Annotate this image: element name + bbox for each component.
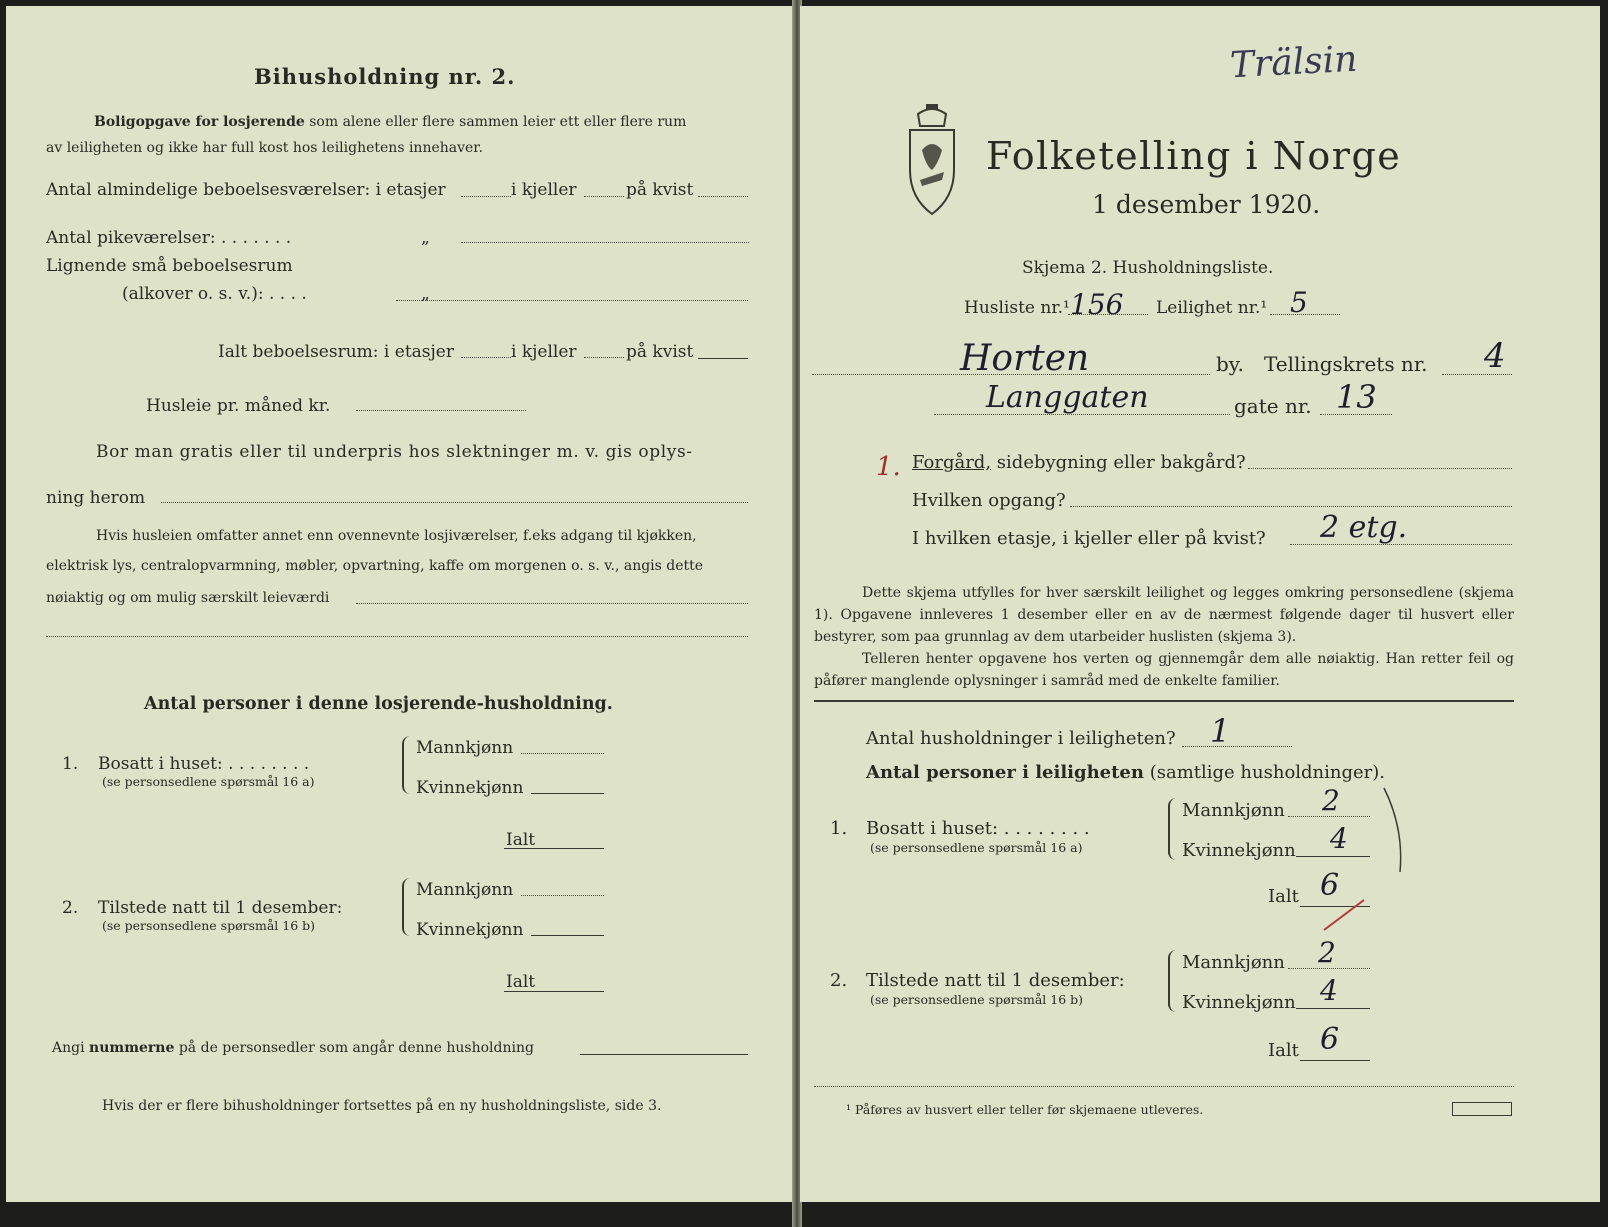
bor-gratis-line-1: Bor man gratis eller til underpris hos slektninger m. v. gis oplys-	[96, 442, 693, 462]
intro-rest: som alene eller flere sammen leier ett eller flere rum	[309, 114, 687, 130]
ialt-beboelsesrum-label: Ialt beboelsesrum: i etasjer	[218, 342, 454, 362]
q1-kvinne-field[interactable]	[531, 793, 604, 794]
antal-husholdninger-label: Antal husholdninger i leiligheten?	[866, 728, 1176, 749]
ialt-kjeller-label: i kjeller	[511, 342, 577, 362]
q1-ialt-field[interactable]	[504, 848, 604, 849]
antal-personer-line	[866, 762, 1385, 784]
r-q2-number: 2.	[830, 970, 848, 991]
alkover-field[interactable]	[396, 300, 748, 301]
antal-personer-rest: (samtlige husholdninger).	[1149, 762, 1386, 783]
r-q1-red-check	[1320, 896, 1370, 936]
q2-ialt-field[interactable]	[504, 991, 604, 992]
intro-line-1	[94, 114, 686, 131]
angi-post: på de personsedler som angår denne husholdning	[178, 1040, 534, 1056]
r-q1-check-mark	[1380, 786, 1410, 876]
losjerende-section-title: Antal personer i denne losjerende-husholdning.	[144, 694, 613, 714]
pikevaerelser-field[interactable]	[461, 242, 749, 243]
form-date: 1 desember 1920.	[1092, 190, 1321, 219]
top-handwritten-note: Trälsin	[1229, 38, 1359, 87]
r-q2-kvinne-field[interactable]	[1296, 1008, 1370, 1009]
form-main-title: Folketelling i Norge	[986, 134, 1402, 178]
q2-label: Tilstede natt til 1 desember:	[98, 898, 343, 918]
r-q2-kvinne-label: Kvinnekjønn	[1182, 992, 1296, 1013]
intro-bold: Boligopgave for losjerende	[94, 114, 305, 130]
instructions-paragraph-2: Telleren henter opgavene hos verten og gjennemgår dem alle nøiaktig. Han retter feil og påfører manglende oplysninger i samråd med de enkelte familier.	[814, 651, 1514, 689]
r-q1-brace	[1168, 798, 1176, 860]
gate-nr-label: gate nr.	[1234, 394, 1312, 418]
q2-ialt-label: Ialt	[506, 972, 536, 992]
hvis-line-2: elektrisk lys, centralopvarmning, møbler, opvartning, kaffe om morgenen o. s. v., angis dette	[46, 558, 704, 574]
forgard-rest: sidebygning eller bakgård?	[996, 452, 1246, 473]
husliste-label: Husliste nr.¹	[964, 298, 1070, 318]
forgard-line	[912, 452, 1246, 474]
gate-nr-field[interactable]	[1320, 414, 1392, 415]
q1-kvinne-label: Kvinnekjønn	[416, 778, 524, 798]
r-q2-sub: (se personsedlene spørsmål 16 b)	[870, 992, 1084, 1007]
leievaerdi-field-2[interactable]	[46, 636, 748, 637]
kvist-label: på kvist	[626, 180, 694, 200]
row3-ditto: „	[421, 284, 430, 304]
r-q2-ialt-value: 6	[1320, 1022, 1340, 1057]
right-page	[800, 6, 1600, 1202]
r-q2-ialt-label: Ialt	[1268, 1040, 1299, 1061]
tellingskrets-label: Tellingskrets nr.	[1264, 352, 1428, 376]
q1-mann-label: Mannkjønn	[416, 738, 514, 758]
etasjer-field[interactable]	[461, 196, 511, 197]
opgang-label: Hvilken opgang?	[912, 490, 1066, 511]
leievaerdi-field[interactable]	[356, 603, 748, 604]
q2-brace	[402, 878, 410, 936]
r-q2-brace	[1168, 950, 1176, 1012]
ialt-kjeller-field[interactable]	[584, 357, 624, 358]
opgang-field[interactable]	[1070, 506, 1512, 507]
ialt-etasjer-field[interactable]	[461, 357, 511, 358]
footer-note: Hvis der er flere bihusholdninger fortsettes på en ny husholdningsliste, side 3.	[102, 1098, 662, 1114]
q1-ialt-label: Ialt	[506, 830, 536, 850]
q1-mann-field[interactable]	[521, 753, 604, 754]
q1-number: 1.	[62, 754, 79, 774]
r-q1-mann-label: Mannkjønn	[1182, 800, 1285, 821]
gate-value: Langgaten	[986, 380, 1149, 415]
husleie-field[interactable]	[356, 410, 526, 411]
r-q1-kvinne-value: 4	[1330, 822, 1348, 855]
by-value: Horten	[960, 338, 1090, 379]
leilighet-label: Leilighet nr.¹	[1156, 298, 1268, 318]
oplysning-field[interactable]	[161, 502, 748, 503]
r-q2-mann-value: 2	[1318, 936, 1336, 969]
printer-stamp	[1452, 1102, 1512, 1116]
tellingskrets-value: 4	[1484, 336, 1506, 376]
etasje-value: 2 etg.	[1320, 510, 1408, 545]
leilighet-field[interactable]	[1270, 314, 1340, 315]
leilighet-value: 5	[1290, 286, 1308, 319]
r-q1-kvinne-field[interactable]	[1296, 856, 1370, 857]
etasje-label: I hvilken etasje, i kjeller eller på kvist?	[912, 528, 1266, 549]
q2-number: 2.	[62, 898, 79, 918]
antal-husholdninger-field[interactable]	[1182, 746, 1292, 747]
r-q1-ialt-value: 6	[1320, 868, 1340, 903]
angi-line	[52, 1040, 534, 1057]
intro-line-2: av leiligheten og ikke har full kost hos leilighetens innehaver.	[46, 140, 483, 156]
r-q2-ialt-field[interactable]	[1300, 1060, 1370, 1061]
instructions-divider	[814, 700, 1514, 702]
q2-mann-label: Mannkjønn	[416, 880, 514, 900]
q2-sub: (se personsedlene spørsmål 16 b)	[102, 918, 316, 933]
husliste-value: 156	[1070, 288, 1124, 321]
tellingskrets-field[interactable]	[1442, 374, 1512, 375]
row-lignende-label: Lignende små beboelsesrum	[46, 256, 293, 276]
r-q1-sub: (se personsedlene spørsmål 16 a)	[870, 840, 1083, 855]
by-label: by.	[1216, 352, 1244, 376]
r-q1-mann-value: 2	[1322, 784, 1340, 817]
left-page	[6, 6, 794, 1202]
forgard-field[interactable]	[1248, 468, 1512, 469]
ialt-kvist-field[interactable]	[698, 358, 748, 359]
r-q2-mann-field[interactable]	[1288, 968, 1370, 969]
ialt-kvist-label: på kvist	[626, 342, 694, 362]
row2-ditto: „	[421, 228, 430, 248]
r-q2-label: Tilstede natt til 1 desember:	[866, 970, 1125, 991]
bor-gratis-line-2: ning herom	[46, 488, 146, 508]
etasje-field[interactable]	[1290, 544, 1512, 545]
r-q1-kvinne-label: Kvinnekjønn	[1182, 840, 1296, 861]
hvis-line-1: Hvis husleien omfatter annet enn ovennevnte losjiværelser, f.eks adgang til kjøkken,	[96, 528, 697, 544]
footnote-divider	[814, 1086, 1514, 1087]
coat-of-arms-icon	[906, 100, 958, 218]
forgard-mark: 1.	[876, 452, 901, 482]
gate-nr-value: 13	[1336, 378, 1377, 416]
row-pikevaerelser-label: Antal pikeværelser: . . . . . . .	[46, 228, 292, 248]
husliste-field[interactable]	[1068, 314, 1148, 315]
q1-sub: (se personsedlene spørsmål 16 a)	[102, 774, 315, 789]
r-q1-mann-field[interactable]	[1288, 816, 1370, 817]
q1-label: Bosatt i huset: . . . . . . . .	[98, 754, 310, 774]
q2-kvinne-label: Kvinnekjønn	[416, 920, 524, 940]
r-q1-label: Bosatt i huset: . . . . . . . .	[866, 818, 1090, 839]
q2-mann-field[interactable]	[521, 895, 604, 896]
kvist-field[interactable]	[698, 196, 748, 197]
bihusholdning-title: Bihusholdning nr. 2.	[254, 64, 516, 89]
hvis-line-3: nøiaktig og om mulig særskilt leieværdi	[46, 590, 330, 606]
husleie-label: Husleie pr. måned kr.	[146, 396, 331, 416]
kjeller-field[interactable]	[584, 196, 624, 197]
q2-kvinne-field[interactable]	[531, 935, 604, 936]
q1-brace	[402, 736, 410, 794]
r-q2-mann-label: Mannkjønn	[1182, 952, 1285, 973]
gate-field[interactable]	[934, 414, 1230, 415]
forgard-underlined: Forgård,	[912, 452, 992, 473]
antal-husholdninger-value: 1	[1210, 712, 1231, 750]
by-field[interactable]	[812, 374, 1210, 375]
footnote: ¹ Påføres av husvert eller teller før skjemaene utleveres.	[846, 1102, 1204, 1117]
angi-pre: Angi	[52, 1040, 85, 1056]
instructions-paragraph-1: Dette skjema utfylles for hver særskilt leilighet og legges omkring personsedlene (skjema 1). Opgavene innleveres 1 desember eller en av de nærmest følgende dager til husvert eller bestyrer, som paa grunnlag av dem utarbeider huslisten (skjema 3).	[814, 585, 1514, 645]
angi-bold: nummerne	[89, 1040, 175, 1056]
kjeller-label: i kjeller	[511, 180, 577, 200]
row-almindelige-label: Antal almindelige beboelsesværelser: i etasjer	[46, 180, 446, 200]
antal-personer-bold: Antal personer i leiligheten	[866, 762, 1144, 783]
r-q2-kvinne-value: 4	[1320, 974, 1338, 1007]
row-alkover-label: (alkover o. s. v.): . . . .	[122, 284, 307, 304]
angi-field[interactable]	[580, 1054, 748, 1055]
skjema-label: Skjema 2. Husholdningsliste.	[1022, 258, 1274, 278]
r-q1-ialt-label: Ialt	[1268, 886, 1299, 907]
r-q1-number: 1.	[830, 818, 848, 839]
